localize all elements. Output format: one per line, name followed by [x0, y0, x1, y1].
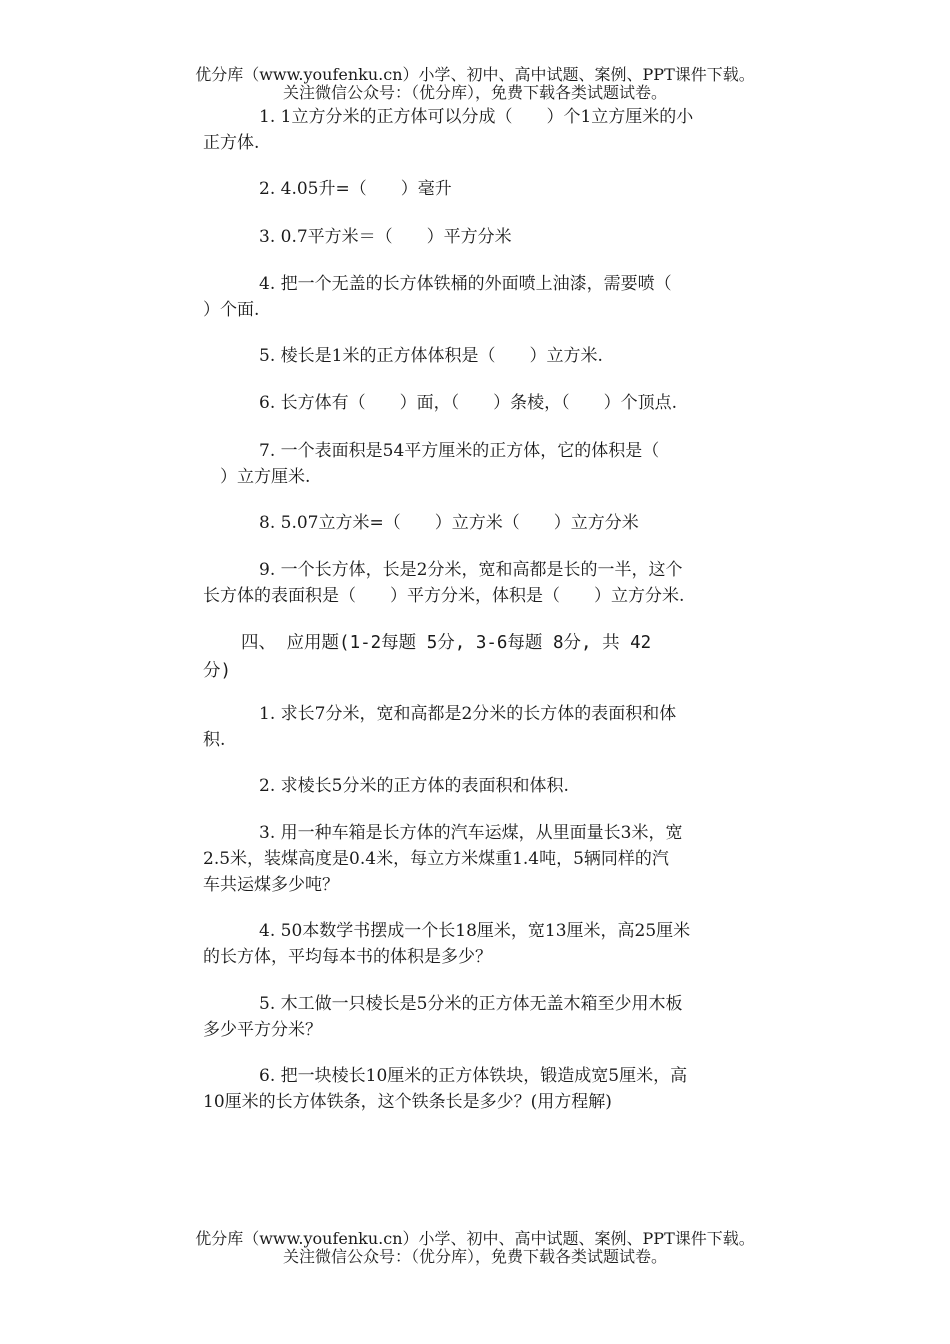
question-text-cont: 积. — [203, 730, 226, 750]
question-text: 4. 50本数学书摆成一个长18厘米，宽13厘米，高25厘米 — [259, 921, 691, 941]
question-text: 8. 5.07立方米=（ ）立方米（ ）立方分米 — [259, 513, 639, 533]
fill-question-8 — [203, 510, 748, 536]
question-text-cont: 2.5米，装煤高度是0.4米，每立方米煤重1.4吨，5辆同样的汽 — [203, 849, 669, 869]
app-question-4 — [203, 918, 748, 970]
question-text: 1. 1立方分米的正方体可以分成（ ）个1立方厘米的小 — [259, 107, 694, 127]
footer-line-1: 优分库（www.youfenku.cn）小学、初中、高中试题、案例、PPT课件下载。 — [195, 1229, 755, 1248]
fill-question-5 — [203, 343, 748, 369]
app-question-3 — [203, 820, 748, 898]
question-text-cont: 长方体的表面积是（ ）平方分米，体积是（ ）立方分米. — [203, 586, 685, 606]
question-text: 4. 把一个无盖的长方体铁桶的外面喷上油漆，需要喷（ — [259, 274, 672, 294]
question-text-cont: 的长方体，平均每本书的体积是多少？ — [203, 947, 492, 967]
app-question-2 — [203, 773, 748, 799]
header-line-1: 优分库（www.youfenku.cn）小学、初中、高中试题、案例、PPT课件下载。 — [195, 65, 755, 84]
section-heading-text: 四、 应用题(1-2每题 5分, 3-6每题 8分, 共 42 — [241, 633, 652, 653]
page-header — [0, 66, 950, 102]
footer-line-2: 关注微信公众号：（优分库），免费下载各类试题试卷。 — [282, 1247, 667, 1266]
question-text-cont: 多少平方分米？ — [203, 1020, 322, 1040]
question-text: 2. 求棱长5分米的正方体的表面积和体积. — [259, 776, 569, 796]
question-text-cont: ）个面. — [203, 300, 260, 320]
fill-question-7 — [203, 438, 748, 490]
section-4-heading — [203, 629, 748, 685]
question-text: 5. 木工做一只棱长是5分米的正方体无盖木箱至少用木板 — [259, 994, 683, 1014]
fill-question-3 — [203, 224, 748, 250]
fill-question-2 — [203, 176, 748, 202]
question-text: 6. 把一块棱长10厘米的正方体铁块，锻造成宽5厘米，高 — [259, 1066, 688, 1086]
fill-question-9 — [203, 557, 748, 609]
question-text: 6. 长方体有（ ）面，（ ）条棱，（ ）个顶点. — [259, 393, 678, 413]
question-text: 5. 棱长是1米的正方体体积是（ ）立方米. — [259, 346, 603, 366]
question-text: 7. 一个表面积是54平方厘米的正方体，它的体积是（ — [259, 441, 660, 461]
question-text: 9. 一个长方体，长是2分米，宽和高都是长的一半，这个 — [259, 560, 683, 580]
section-heading-text-cont: 分) — [203, 661, 232, 681]
fill-question-6 — [203, 390, 748, 416]
header-line-2: 关注微信公众号：（优分库），免费下载各类试题试卷。 — [282, 83, 667, 102]
question-text: 3. 用一种车箱是长方体的汽车运煤，从里面量长3米，宽 — [259, 823, 683, 843]
question-text: 1. 求长7分米，宽和高都是2分米的长方体的表面积和体 — [259, 704, 677, 724]
fill-question-1 — [203, 104, 748, 156]
question-text-cont: 正方体. — [203, 133, 260, 153]
question-text-cont: 10厘米的长方体铁条，这个铁条长是多少？(用方程解) — [203, 1092, 612, 1112]
app-question-5 — [203, 991, 748, 1043]
question-text-cont: 车共运煤多少吨？ — [203, 875, 339, 895]
question-text-cont: ）立方厘米. — [203, 467, 311, 487]
question-text: 2. 4.05升=（ ）毫升 — [259, 179, 452, 199]
page-footer — [0, 1230, 950, 1266]
question-text: 3. 0.7平方米＝（ ）平方分米 — [259, 227, 512, 247]
app-question-1 — [203, 701, 748, 753]
fill-question-4 — [203, 271, 748, 323]
app-question-6 — [203, 1063, 748, 1115]
